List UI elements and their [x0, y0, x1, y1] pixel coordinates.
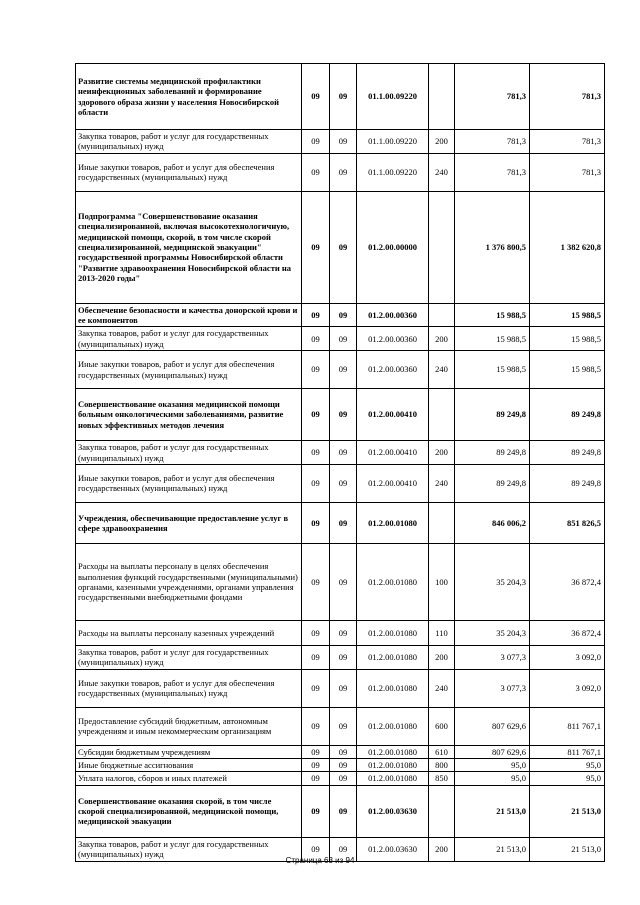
- cell-name: Совершенствование оказания скорой, в том числе скорой специализированной, медицинской помощи, медицинской эвакуации: [76, 785, 302, 837]
- cell-section: 09: [302, 785, 330, 837]
- cell-subsection: 09: [330, 130, 357, 154]
- cell-subsection: 09: [330, 543, 357, 620]
- cell-name: Иные закупки товаров, работ и услуг для обеспечения государственных (муниципальных) нужд: [76, 153, 302, 191]
- table-row: [76, 620, 605, 645]
- cell-amount-1: 15 988,5: [455, 327, 530, 351]
- cell-subsection: 09: [330, 502, 357, 543]
- cell-section: 09: [302, 153, 330, 191]
- cell-amount-2: 21 513,0: [530, 837, 605, 861]
- cell-subsection: 09: [330, 837, 357, 861]
- cell-name: Предоставление субсидий бюджетным, автономным учреждениям и иным некоммерческим организациям: [76, 707, 302, 745]
- cell-amount-2: 89 249,8: [530, 464, 605, 502]
- table-row: [76, 191, 605, 303]
- cell-amount-2: 3 092,0: [530, 645, 605, 669]
- cell-expense-type: [429, 303, 455, 327]
- cell-amount-1: 3 077,3: [455, 645, 530, 669]
- cell-target-article: 01.2.00.00360: [357, 303, 429, 327]
- cell-target-article: 01.2.00.01080: [357, 772, 429, 785]
- cell-amount-2: 89 249,8: [530, 441, 605, 465]
- cell-expense-type: 240: [429, 351, 455, 389]
- cell-amount-2: 811 767,1: [530, 745, 605, 758]
- cell-amount-1: 35 204,3: [455, 620, 530, 645]
- cell-amount-1: 807 629,6: [455, 707, 530, 745]
- table-row: [76, 707, 605, 745]
- cell-name: Закупка товаров, работ и услуг для государственных (муниципальных) нужд: [76, 327, 302, 351]
- cell-subsection: 09: [330, 351, 357, 389]
- table-row: [76, 785, 605, 837]
- cell-section: 09: [302, 441, 330, 465]
- budget-table: [75, 63, 605, 862]
- cell-subsection: 09: [330, 745, 357, 758]
- cell-name: Развитие системы медицинской профилактики неинфекционных заболеваний и формирование здорового образа жизни у населения Новосибирской области: [76, 64, 302, 130]
- cell-section: 09: [302, 502, 330, 543]
- cell-name: Уплата налогов, сборов и иных платежей: [76, 772, 302, 785]
- cell-amount-2: 15 988,5: [530, 327, 605, 351]
- cell-amount-2: 1 382 620,8: [530, 191, 605, 303]
- cell-section: 09: [302, 64, 330, 130]
- cell-section: 09: [302, 620, 330, 645]
- cell-target-article: 01.2.00.01080: [357, 745, 429, 758]
- cell-name: Расходы на выплаты персоналу в целях обеспечения выполнения функций государственными (муниципальными) органами, казенными учреждениями, органами управления государственными внебюджетными фондами: [76, 543, 302, 620]
- cell-expense-type: 200: [429, 645, 455, 669]
- table-row: [76, 153, 605, 191]
- cell-expense-type: 850: [429, 772, 455, 785]
- cell-expense-type: 240: [429, 464, 455, 502]
- cell-target-article: 01.2.00.03630: [357, 785, 429, 837]
- cell-name: Совершенствование оказания медицинской помощи больным онкологическими заболеваниями, развитие новых эффективных методов лечения: [76, 389, 302, 441]
- cell-amount-2: 36 872,4: [530, 620, 605, 645]
- cell-subsection: 09: [330, 303, 357, 327]
- cell-amount-2: 21 513,0: [530, 785, 605, 837]
- cell-name: Подпрограмма "Совершенствование оказания специализированной, включая высокотехнологичную, медицинской помощи, скорой, в том числе скорой специализированной, медицинской эвакуации" государственной программы Новосибирской области "Развитие здравоохранения Новосибирской области на 2013-2020 годы": [76, 191, 302, 303]
- table-row: [76, 645, 605, 669]
- cell-subsection: 09: [330, 772, 357, 785]
- cell-subsection: 09: [330, 645, 357, 669]
- cell-subsection: 09: [330, 441, 357, 465]
- cell-target-article: 01.2.00.01080: [357, 543, 429, 620]
- cell-amount-2: 781,3: [530, 130, 605, 154]
- cell-amount-1: 1 376 800,5: [455, 191, 530, 303]
- cell-expense-type: 800: [429, 758, 455, 771]
- cell-subsection: 09: [330, 389, 357, 441]
- table-row: [76, 64, 605, 130]
- cell-amount-2: 781,3: [530, 64, 605, 130]
- cell-subsection: 09: [330, 464, 357, 502]
- table-row: [76, 130, 605, 154]
- cell-section: 09: [302, 130, 330, 154]
- cell-section: 09: [302, 464, 330, 502]
- cell-section: 09: [302, 543, 330, 620]
- cell-name: Субсидии бюджетным учреждениям: [76, 745, 302, 758]
- cell-target-article: 01.2.00.01080: [357, 758, 429, 771]
- cell-name: Учреждения, обеспечивающие предоставление услуг в сфере здравоохранения: [76, 502, 302, 543]
- cell-amount-1: 21 513,0: [455, 837, 530, 861]
- cell-name: Иные закупки товаров, работ и услуг для обеспечения государственных (муниципальных) нужд: [76, 669, 302, 707]
- cell-target-article: 01.2.00.01080: [357, 707, 429, 745]
- cell-amount-1: 846 006,2: [455, 502, 530, 543]
- cell-expense-type: [429, 389, 455, 441]
- cell-expense-type: [429, 785, 455, 837]
- cell-amount-2: 36 872,4: [530, 543, 605, 620]
- cell-expense-type: 240: [429, 669, 455, 707]
- cell-target-article: 01.2.00.00360: [357, 327, 429, 351]
- cell-expense-type: 200: [429, 441, 455, 465]
- cell-section: 09: [302, 669, 330, 707]
- cell-target-article: 01.2.00.03630: [357, 837, 429, 861]
- cell-subsection: 09: [330, 64, 357, 130]
- cell-name: Иные закупки товаров, работ и услуг для обеспечения государственных (муниципальных) нужд: [76, 464, 302, 502]
- cell-target-article: 01.2.00.00410: [357, 464, 429, 502]
- cell-amount-2: 95,0: [530, 758, 605, 771]
- cell-subsection: 09: [330, 153, 357, 191]
- cell-name: Обеспечение безопасности и качества донорской крови и ее компонентов: [76, 303, 302, 327]
- cell-amount-1: 89 249,8: [455, 389, 530, 441]
- cell-name: Иные закупки товаров, работ и услуг для обеспечения государственных (муниципальных) нужд: [76, 351, 302, 389]
- cell-target-article: 01.2.00.01080: [357, 620, 429, 645]
- cell-target-article: 01.1.00.09220: [357, 153, 429, 191]
- cell-amount-2: 89 249,8: [530, 389, 605, 441]
- table-row: [76, 669, 605, 707]
- table-row: [76, 327, 605, 351]
- cell-section: 09: [302, 758, 330, 771]
- cell-name: Закупка товаров, работ и услуг для государственных (муниципальных) нужд: [76, 441, 302, 465]
- cell-target-article: 01.2.00.00410: [357, 389, 429, 441]
- cell-amount-2: 15 988,5: [530, 351, 605, 389]
- cell-amount-2: 811 767,1: [530, 707, 605, 745]
- cell-amount-1: 89 249,8: [455, 464, 530, 502]
- cell-amount-1: 807 629,6: [455, 745, 530, 758]
- cell-amount-1: 95,0: [455, 772, 530, 785]
- cell-amount-2: 3 092,0: [530, 669, 605, 707]
- cell-subsection: 09: [330, 707, 357, 745]
- cell-amount-1: 35 204,3: [455, 543, 530, 620]
- cell-amount-1: 781,3: [455, 153, 530, 191]
- cell-subsection: 09: [330, 620, 357, 645]
- cell-amount-1: 3 077,3: [455, 669, 530, 707]
- table-row: [76, 441, 605, 465]
- cell-amount-1: 21 513,0: [455, 785, 530, 837]
- cell-section: 09: [302, 707, 330, 745]
- cell-expense-type: [429, 502, 455, 543]
- cell-name: Закупка товаров, работ и услуг для государственных (муниципальных) нужд: [76, 837, 302, 861]
- cell-expense-type: 200: [429, 327, 455, 351]
- cell-expense-type: 600: [429, 707, 455, 745]
- table-row: [76, 303, 605, 327]
- table-row: [76, 772, 605, 785]
- cell-amount-1: 781,3: [455, 64, 530, 130]
- cell-amount-2: 851 826,5: [530, 502, 605, 543]
- table-row: [76, 745, 605, 758]
- budget-table-body: [76, 64, 605, 862]
- cell-expense-type: [429, 191, 455, 303]
- cell-target-article: 01.1.00.09220: [357, 130, 429, 154]
- cell-amount-1: 781,3: [455, 130, 530, 154]
- cell-expense-type: 100: [429, 543, 455, 620]
- cell-section: 09: [302, 772, 330, 785]
- table-row: [76, 543, 605, 620]
- cell-amount-2: 95,0: [530, 772, 605, 785]
- cell-amount-2: 15 988,5: [530, 303, 605, 327]
- cell-section: 09: [302, 745, 330, 758]
- cell-subsection: 09: [330, 327, 357, 351]
- cell-target-article: 01.1.00.09220: [357, 64, 429, 130]
- cell-target-article: 01.2.00.00410: [357, 441, 429, 465]
- cell-expense-type: 240: [429, 153, 455, 191]
- cell-target-article: 01.2.00.01080: [357, 502, 429, 543]
- cell-target-article: 01.2.00.01080: [357, 669, 429, 707]
- cell-target-article: 01.2.00.00360: [357, 351, 429, 389]
- cell-expense-type: 110: [429, 620, 455, 645]
- cell-name: Расходы на выплаты персоналу казенных учреждений: [76, 620, 302, 645]
- cell-subsection: 09: [330, 785, 357, 837]
- cell-target-article: 01.2.00.01080: [357, 645, 429, 669]
- cell-amount-2: 781,3: [530, 153, 605, 191]
- table-row: [76, 389, 605, 441]
- cell-amount-1: 15 988,5: [455, 351, 530, 389]
- cell-section: 09: [302, 327, 330, 351]
- cell-subsection: 09: [330, 669, 357, 707]
- cell-subsection: 09: [330, 191, 357, 303]
- cell-name: Закупка товаров, работ и услуг для государственных (муниципальных) нужд: [76, 645, 302, 669]
- cell-subsection: 09: [330, 758, 357, 771]
- cell-target-article: 01.2.00.00000: [357, 191, 429, 303]
- cell-amount-1: 15 988,5: [455, 303, 530, 327]
- cell-amount-1: 95,0: [455, 758, 530, 771]
- table-row: [76, 464, 605, 502]
- cell-section: 09: [302, 303, 330, 327]
- cell-expense-type: 200: [429, 130, 455, 154]
- cell-amount-1: 89 249,8: [455, 441, 530, 465]
- cell-section: 09: [302, 389, 330, 441]
- cell-section: 09: [302, 191, 330, 303]
- table-row: [76, 758, 605, 771]
- cell-section: 09: [302, 645, 330, 669]
- cell-name: Иные бюджетные ассигнования: [76, 758, 302, 771]
- cell-section: 09: [302, 351, 330, 389]
- page-footer: Страница 63 из 94: [285, 856, 355, 865]
- table-row: [76, 351, 605, 389]
- cell-expense-type: 610: [429, 745, 455, 758]
- cell-expense-type: 200: [429, 837, 455, 861]
- cell-expense-type: [429, 64, 455, 130]
- cell-section: 09: [302, 837, 330, 861]
- cell-name: Закупка товаров, работ и услуг для государственных (муниципальных) нужд: [76, 130, 302, 154]
- table-row: [76, 502, 605, 543]
